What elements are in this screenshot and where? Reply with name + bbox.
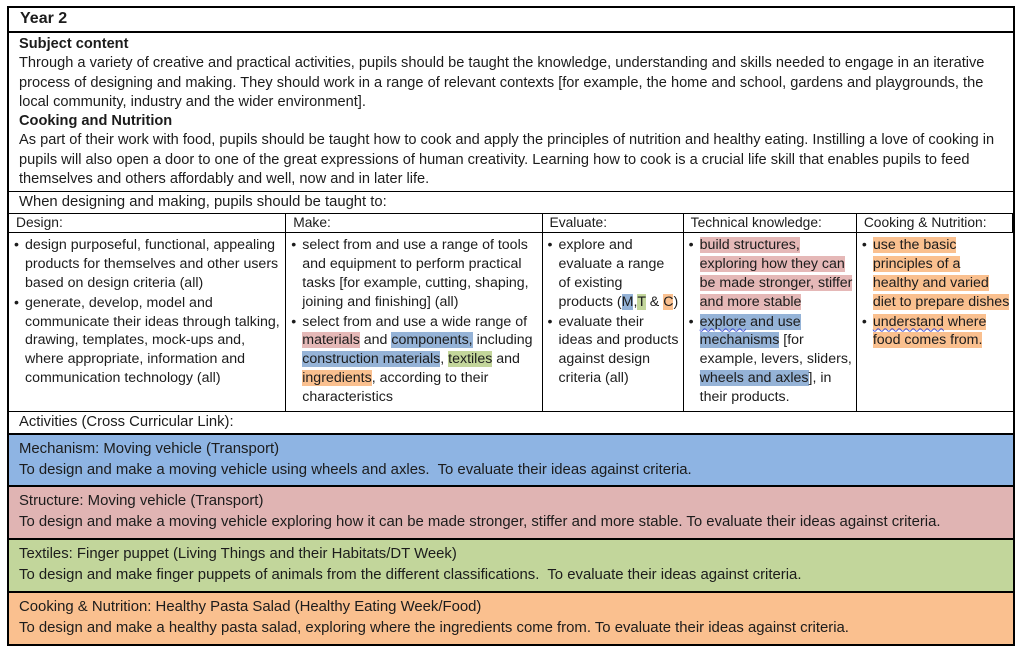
activity-description: To design and make a moving vehicle using wheels and axles. To evaluate their ideas against criteria.	[19, 461, 692, 478]
bullet-text: , according to their characteristics	[302, 369, 489, 405]
subject-content-section	[9, 33, 1013, 192]
column-cell-design	[9, 233, 286, 410]
highlighted-text: textiles	[448, 351, 493, 368]
curriculum-table	[9, 214, 1013, 411]
subject-content-text: Through a variety of creative and practical activities, pupils should be taught the knowledge, understanding and skills needed to engage in an iterative process of designing and making. They should work in a range of relevant contexts [for example, the home and school, gardens and playgrounds, the local community, industry and the wider environment].	[19, 55, 985, 110]
bullet-text: )	[673, 293, 679, 310]
technical-knowledge-bullet-list	[688, 236, 853, 406]
bullet-item	[290, 313, 538, 407]
highlighted-text: understand	[872, 313, 944, 330]
bullet-text: select from and use a wide range of	[302, 313, 528, 330]
activity-title: Textiles: Finger puppet (Living Things and their Habitats/DT Week)	[19, 546, 457, 563]
bullet-item	[290, 236, 538, 311]
column-cell-evaluate	[543, 233, 684, 410]
bullet-text: select from and use a range of tools and equipment to perform practical tasks [for example, cutting, shaping, joining and finishing] (all)	[302, 237, 529, 310]
activity-title: Cooking & Nutrition: Healthy Pasta Salad (Healthy Eating Week/Food)	[19, 599, 482, 616]
column-header-design: Design:	[9, 214, 286, 233]
column-header-cooking-nutrition: Cooking & Nutrition:	[857, 214, 1013, 233]
bullet-item	[861, 236, 1010, 311]
column-header-make: Make:	[286, 214, 542, 233]
year-heading: Year 2	[9, 8, 1013, 33]
activity-description: To design and make a healthy pasta salad, exploring where the ingredients come from. To evaluate their ideas against criteria.	[19, 620, 849, 637]
highlighted-text: materials	[302, 332, 360, 349]
bullet-item	[547, 313, 680, 388]
column-cell-make	[286, 233, 542, 410]
bullet-text: [for example, levers, sliders,	[699, 332, 852, 368]
column-cell-cooking-nutrition	[857, 233, 1013, 410]
evaluate-bullet-list	[547, 236, 680, 387]
highlighted-text: wheels and axles	[699, 369, 809, 386]
activity-title: Mechanism: Moving vehicle (Transport)	[19, 440, 280, 457]
activity-band-structure	[9, 487, 1013, 540]
bullet-text: ,	[633, 293, 638, 310]
activities-heading: Activities (Cross Curricular Link):	[9, 412, 1013, 435]
highlighted-text: C	[663, 293, 674, 310]
bullet-item	[688, 313, 853, 407]
bullet-item	[688, 236, 853, 311]
bullet-text: &	[645, 293, 664, 310]
column-cell-technical-knowledge	[684, 233, 857, 410]
activity-description: To design and make finger puppets of animals from the different classifications. To evaluate their ideas against criteria.	[19, 567, 802, 584]
cooking-nutrition-text: As part of their work with food, pupils should be taught how to cook and apply the principles of nutrition and healthy eating. Instilling a love of cooking in pupils will also open a door to one of the great expressions of human creativity. Learning how to cook is a crucial life skill that enables pupils to feed themselves and others affordably and well, now and in later life.	[19, 132, 995, 188]
highlighted-text: build structures, exploring how they can be made stronger, stiffer and more stable	[699, 237, 853, 310]
bullet-text: including	[472, 332, 533, 349]
activity-description: To design and make a moving vehicle exploring how it can be made stronger, stiffer and more stable. To evaluate their ideas against criteria.	[19, 514, 941, 531]
bullet-text: ], in their products.	[699, 369, 832, 405]
highlighted-text: construction materials	[302, 351, 441, 368]
bullet-text: ,	[440, 351, 449, 368]
bullet-item	[13, 236, 282, 292]
bullet-text: and	[492, 351, 520, 368]
highlighted-text: and use mechanisms	[699, 313, 801, 349]
bullet-item	[861, 313, 1010, 351]
highlighted-text: T	[637, 293, 646, 310]
bullet-text: generate, develop, model and communicate their ideas through talking, drawing, templates, mock-ups and, where appropriate, information and communication technology (all)	[25, 294, 280, 386]
bullet-item	[13, 294, 282, 388]
design-bullet-list	[13, 236, 282, 387]
column-header-technical-knowledge: Technical knowledge:	[684, 214, 857, 233]
highlighted-text: components,	[391, 332, 473, 349]
activity-band-textiles	[9, 540, 1013, 593]
cooking-nutrition-bullet-list	[861, 236, 1010, 350]
activity-title: Structure: Moving vehicle (Transport)	[19, 493, 264, 510]
column-header-evaluate: Evaluate:	[543, 214, 684, 233]
highlighted-text: use the basic principles of a healthy and varied diet to prepare dishes	[872, 237, 1010, 310]
bullet-text: explore and evaluate a range of existing products (	[558, 237, 665, 310]
bullet-text: evaluate their ideas and products against design criteria (all)	[558, 313, 679, 386]
highlighted-text: explore	[699, 313, 747, 330]
bullet-text: design purposeful, functional, appealing products for themselves and other users based on design criteria (all)	[25, 237, 279, 291]
subject-content-heading: Subject content	[19, 36, 129, 52]
cooking-nutrition-heading: Cooking and Nutrition	[19, 113, 173, 130]
highlighted-text: ingredients	[302, 369, 372, 386]
activity-band-cooking	[9, 593, 1013, 644]
bullet-item	[547, 236, 680, 311]
curriculum-document	[7, 6, 1015, 646]
highlighted-text: where food comes from.	[872, 313, 987, 349]
make-bullet-list	[290, 236, 538, 406]
activity-band-mechanism	[9, 435, 1013, 488]
highlighted-text: M	[621, 293, 634, 310]
bullet-text: and	[359, 332, 392, 349]
taught-to-row: When designing and making, pupils should be taught to:	[9, 192, 1013, 214]
